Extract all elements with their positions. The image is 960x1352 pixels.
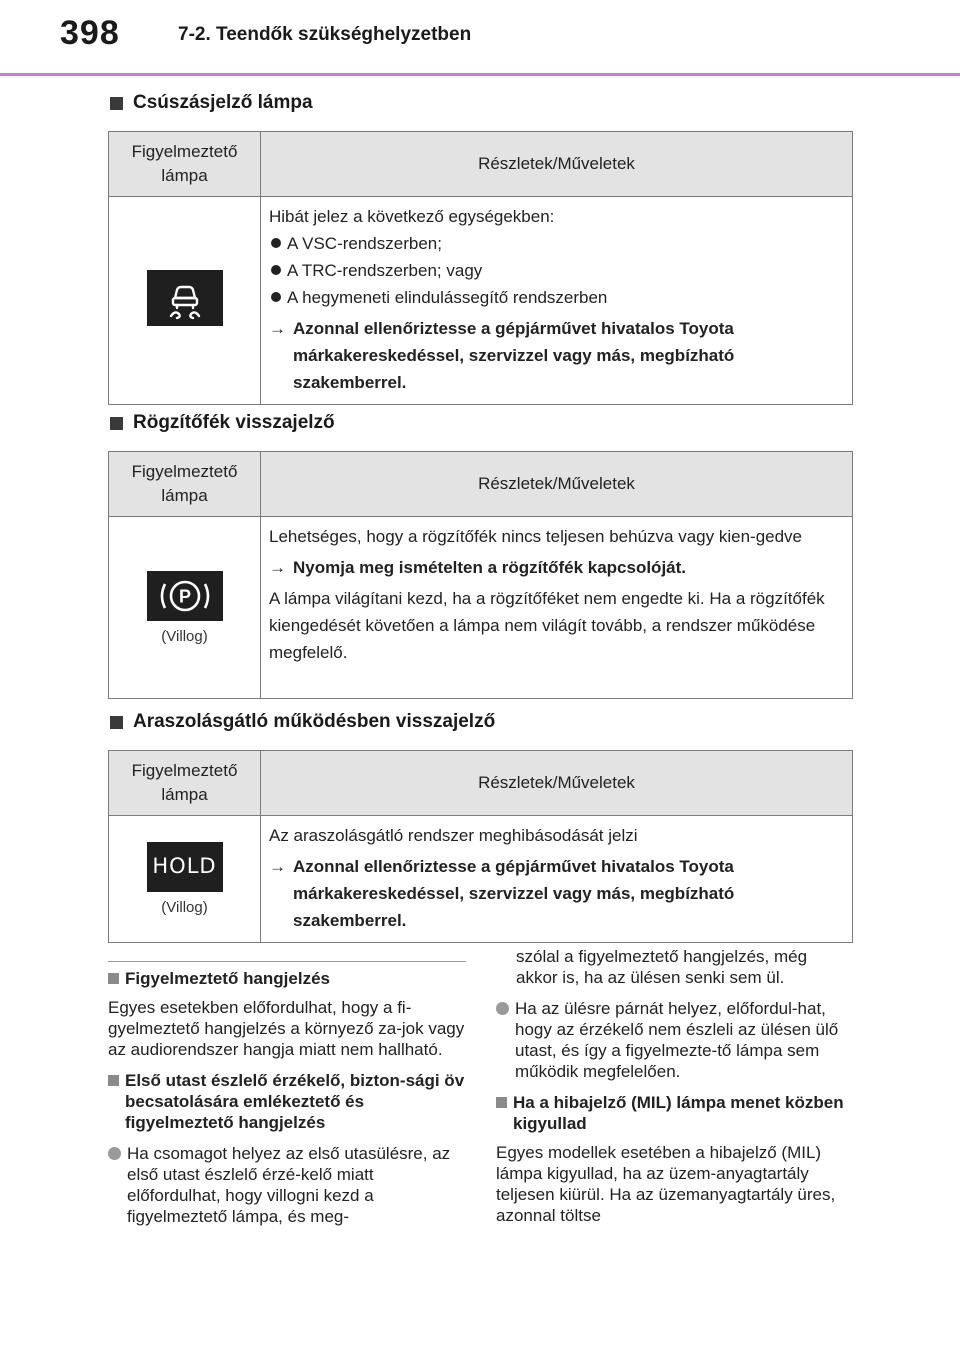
section-title: 7-2. Teendők szükséghelyzetben: [178, 24, 472, 45]
note-heading-warning-sound: [108, 968, 468, 989]
page-header: [0, 0, 960, 80]
list-item-text: Ha az ülésre párnát helyez, előfordul-hat, hogy az érzékelő nem észleli az ülésen ülő utast, és így a figyelmezte-tő lámpa sem működik megfelelően.: [515, 999, 839, 1081]
bullet-circle-icon: [496, 1002, 509, 1015]
details-cell: [261, 197, 853, 405]
hold-indicator-table: [108, 750, 853, 943]
note-paragraph: Egyes modellek esetében a hibajelző (MIL) lámpa kigyullad, ha az üzem-anyagtartály teljesen kiürül. Ha az üzemanyagtartály üres, azonnal töltse: [496, 1143, 836, 1225]
section-heading-text: Araszolásgátló működésben visszajelző: [133, 711, 496, 732]
table-header-details: Részletek/Műveletek: [261, 132, 853, 197]
list-item-text: A VSC-rendszerben;: [287, 234, 442, 253]
detail-intro: Az araszolásgátló rendszer meghibásodását jelzi: [269, 826, 638, 845]
parking-brake-table: [108, 451, 853, 699]
svg-text:P: P: [178, 586, 191, 606]
subheading-square-icon: [108, 1075, 119, 1086]
note-heading-text: Ha a hibajelző (MIL) lámpa menet közben kigyullad: [513, 1093, 844, 1133]
slip-indicator-table: [108, 131, 853, 405]
list-item: [269, 257, 844, 284]
list-item-continuation: szólal a figyelmeztető hangjelzés, még akkor is, ha az ülésen senki sem ül.: [516, 947, 808, 987]
hold-indicator-icon: [147, 842, 223, 892]
page-number: 398: [60, 14, 120, 52]
bullet-dot-icon: [271, 265, 281, 275]
note-heading-text: Első utast észlelő érzékelő, bizton-sági öv becsatolására emlékeztető és figyelmeztető hangjelzés: [125, 1071, 465, 1132]
list-item: [108, 1143, 468, 1227]
bullet-dot-icon: [271, 292, 281, 302]
bullet-dot-icon: [271, 238, 281, 248]
table-header-row: [109, 132, 853, 197]
section-heading-text: Rögzítőfék visszajelző: [133, 412, 335, 433]
section-heading-hold: [110, 711, 495, 733]
action-text: Azonnal ellenőriztesse a gépjárművet hivatalos Toyota márkakereskedéssel, szervizzel vagy más, megbízható szakemberrel.: [293, 319, 735, 392]
heading-square-icon: [110, 716, 123, 729]
action-line: [269, 853, 844, 934]
hold-icon-text: HOLD: [152, 854, 217, 878]
note-paragraph: Egyes esetekben előfordulhat, hogy a fi-gyelmeztető hangjelzés a környező za-jok vagy az audiorendszer hangja miatt nem hallható.: [108, 998, 465, 1059]
table-header-row: [109, 751, 853, 816]
note-heading-text: Figyelmeztető hangjelzés: [125, 969, 330, 988]
notes-left-column: [108, 968, 468, 1227]
table-row: [109, 197, 853, 405]
note-heading-passenger-sensor: [108, 1070, 468, 1133]
section-heading-slip: [110, 92, 313, 114]
details-cell: [261, 517, 853, 699]
list-item-text: A TRC-rendszerben; vagy: [287, 261, 483, 280]
table-header-details: Részletek/Műveletek: [261, 452, 853, 517]
details-cell: [261, 816, 853, 943]
icon-caption: (Villog): [161, 627, 208, 645]
header-rule: [0, 73, 960, 76]
action-text: Azonnal ellenőriztesse a gépjárművet hivatalos Toyota márkakereskedéssel, szervizzel vagy más, megbízható szakemberrel.: [293, 857, 735, 930]
section-heading-parking-brake: [110, 412, 335, 434]
list-item: [496, 998, 852, 1082]
table-header-lamp: Figyelmeztető lámpa: [109, 452, 261, 517]
slip-indicator-icon: [147, 270, 223, 326]
table-header-lamp: Figyelmeztető lámpa: [109, 132, 261, 197]
heading-square-icon: [110, 97, 123, 110]
table-row: [109, 517, 853, 699]
detail-intro: Lehetséges, hogy a rögzítőfék nincs teljesen behúzva vagy kien-gedve: [269, 527, 803, 546]
detail-intro: Hibát jelez a következő egységekben:: [269, 207, 555, 226]
detail-note: A lámpa világítani kezd, ha a rögzítőféket nem engedte ki. Ha a rögzítőfék kiengedését követően a lámpa nem világít tovább, a rendszer működése megfelelő.: [269, 589, 825, 662]
notes-divider: [108, 961, 466, 962]
bullet-circle-icon: [108, 1147, 121, 1160]
action-line: [269, 554, 844, 581]
table-row: [109, 816, 853, 943]
arrow-icon: →: [269, 558, 286, 577]
action-line: [269, 315, 844, 396]
table-header-lamp: Figyelmeztető lámpa: [109, 751, 261, 816]
list-item-text: A hegymeneti elindulássegítő rendszerben: [287, 288, 608, 307]
arrow-icon: →: [269, 319, 286, 338]
icon-cell: [109, 816, 261, 943]
subheading-square-icon: [108, 973, 119, 984]
notes-right-column: [496, 946, 852, 1226]
section-heading-text: Csúszásjelző lámpa: [133, 92, 313, 113]
note-heading-mil: [496, 1092, 852, 1134]
heading-square-icon: [110, 417, 123, 430]
list-item-text: Ha csomagot helyez az első utasülésre, az első utast észlelő érzé-kelő miatt előfordulhat, hogy villogni kezd a figyelmeztető lámpa, és meg-: [127, 1144, 451, 1226]
table-header-details: Részletek/Műveletek: [261, 751, 853, 816]
parking-brake-icon: [147, 571, 223, 621]
icon-cell: [109, 517, 261, 699]
icon-cell: [109, 197, 261, 405]
icon-caption: (Villog): [161, 899, 208, 916]
list-item: [269, 284, 844, 311]
action-text: Nyomja meg ismételten a rögzítőfék kapcsolóját.: [293, 558, 687, 577]
arrow-icon: →: [269, 857, 286, 876]
list-item: [269, 230, 844, 257]
table-header-row: [109, 452, 853, 517]
subheading-square-icon: [496, 1097, 507, 1108]
